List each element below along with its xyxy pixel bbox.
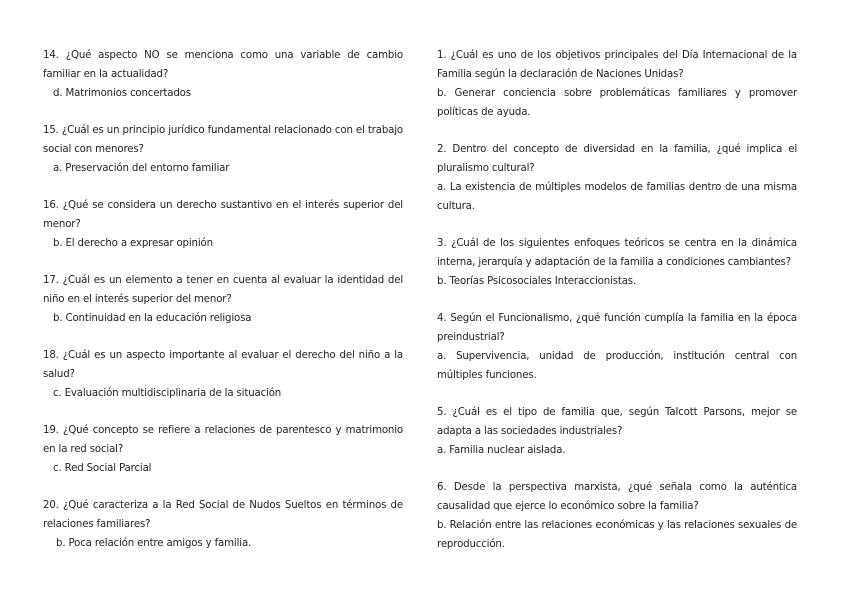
question-text: 1. ¿Cuál es uno de los objetivos principales del Día Internacional de la Familia según la declaración de Naciones Unidas? bbox=[437, 50, 797, 80]
question-text: 14. ¿Qué aspecto NO se menciona como una variable de cambio familiar en la actualidad? bbox=[43, 50, 403, 80]
question-text: 4. Según el Funcionalismo, ¿qué función cumplía la familia en la época preindustrial? bbox=[437, 313, 797, 343]
question-5 bbox=[437, 403, 797, 460]
answer-text: d. Matrimonios concertados bbox=[53, 88, 191, 99]
right-column bbox=[437, 46, 797, 554]
question-19 bbox=[43, 421, 403, 478]
answer-text: b. Continuidad en la educación religiosa bbox=[53, 313, 252, 324]
answer-text: c. Evaluación multidisciplinaria de la situación bbox=[53, 388, 282, 399]
left-column bbox=[43, 46, 403, 553]
question-3 bbox=[437, 234, 797, 291]
answer-text: b. Poca relación entre amigos y familia. bbox=[56, 538, 252, 549]
question-1 bbox=[437, 46, 797, 122]
answer-text: b. El derecho a expresar opinión bbox=[53, 238, 213, 249]
answer-text: a. Familia nuclear aislada. bbox=[437, 445, 566, 456]
answer-text: b. Generar conciencia sobre problemáticas familiares y promover políticas de ayuda. bbox=[437, 88, 797, 118]
question-20 bbox=[43, 496, 403, 553]
question-text: 3. ¿Cuál de los siguientes enfoques teóricos se centra en la dinámica interna, jerarquía y adaptación de la familia a condiciones cambiantes? bbox=[437, 238, 797, 268]
question-text: 2. Dentro del concepto de diversidad en la familia, ¿qué implica el pluralismo cultural? bbox=[437, 144, 797, 174]
question-text: 20. ¿Qué caracteriza a la Red Social de Nudos Sueltos en términos de relaciones familiares? bbox=[43, 500, 403, 530]
question-6 bbox=[437, 478, 797, 554]
question-2 bbox=[437, 140, 797, 216]
question-14 bbox=[43, 46, 403, 103]
answer-text: b. Relación entre las relaciones económicas y las relaciones sexuales de reproducción. bbox=[437, 520, 797, 550]
answer-text: a. La existencia de múltiples modelos de familias dentro de una misma cultura. bbox=[437, 182, 797, 212]
question-text: 6. Desde la perspectiva marxista, ¿qué señala como la auténtica causalidad que ejerce lo económico sobre la familia? bbox=[437, 482, 797, 512]
question-text: 5. ¿Cuál es el tipo de familia que, según Talcott Parsons, mejor se adapta a las sociedades industriales? bbox=[437, 407, 797, 437]
question-text: 16. ¿Qué se considera un derecho sustantivo en el interés superior del menor? bbox=[43, 200, 403, 230]
question-text: 17. ¿Cuál es un elemento a tener en cuenta al evaluar la identidad del niño en el interés superior del menor? bbox=[43, 275, 403, 305]
answer-text: a. Preservación del entorno familiar bbox=[53, 163, 230, 174]
question-4 bbox=[437, 309, 797, 385]
question-17 bbox=[43, 271, 403, 328]
answer-text: c. Red Social Parcial bbox=[53, 463, 152, 474]
question-text: 19. ¿Qué concepto se refiere a relaciones de parentesco y matrimonio en la red social? bbox=[43, 425, 403, 455]
answer-text: b. Teorías Psicosociales Interaccionistas. bbox=[437, 276, 637, 287]
question-15 bbox=[43, 121, 403, 178]
question-text: 15. ¿Cuál es un principio jurídico fundamental relacionado con el trabajo social con menores? bbox=[43, 125, 403, 155]
question-16 bbox=[43, 196, 403, 253]
question-text: 18. ¿Cuál es un aspecto importante al evaluar el derecho del niño a la salud? bbox=[43, 350, 403, 380]
question-18 bbox=[43, 346, 403, 403]
answer-text: a. Supervivencia, unidad de producción, institución central con múltiples funciones. bbox=[437, 351, 797, 381]
